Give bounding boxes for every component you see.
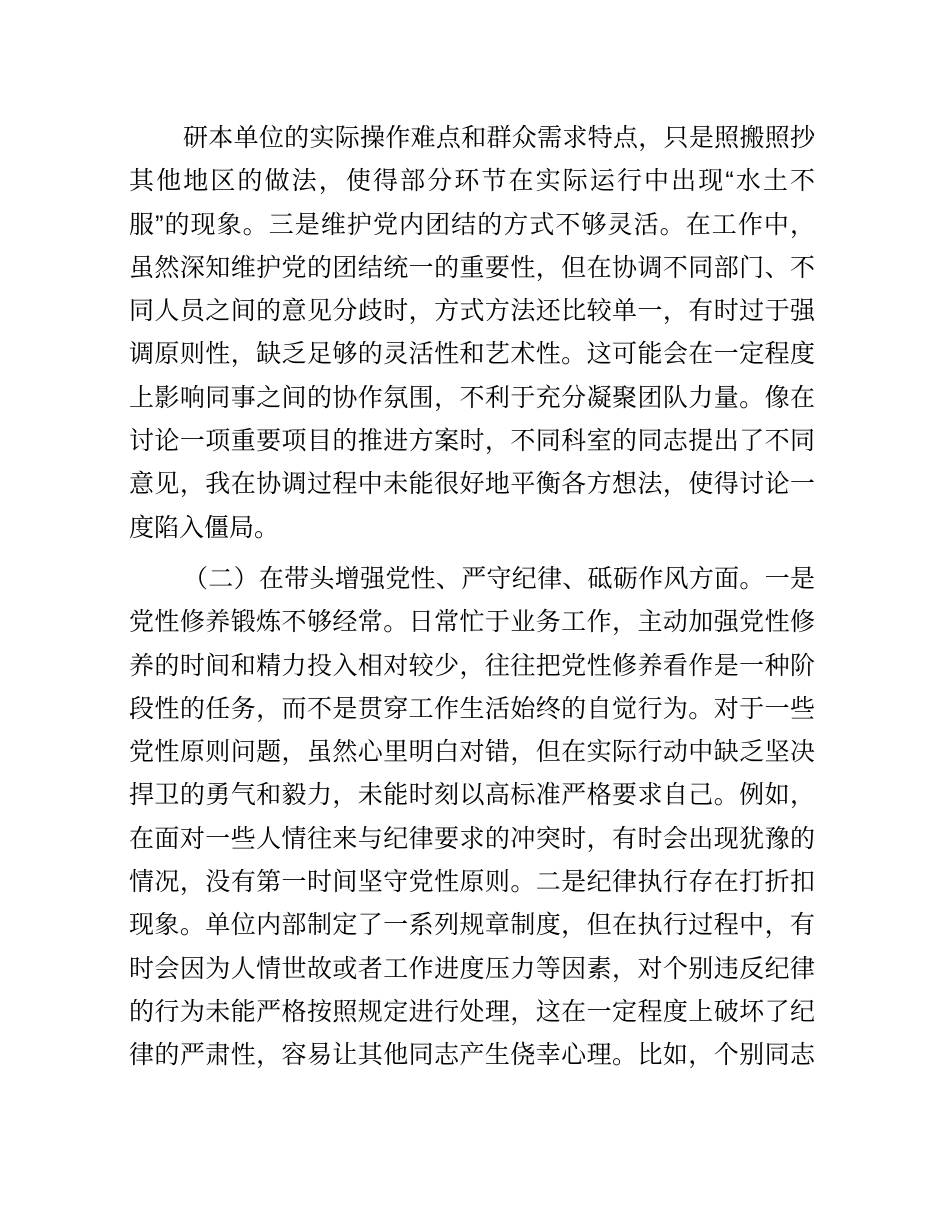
text-line: 时会因为人情世故或者工作进度压力等因素，对个别违反纪律: [129, 954, 815, 983]
text-line: 党性原则问题，虽然心里明白对错，但在实际行动中缺乏坚决: [129, 738, 815, 767]
text-line: 意见，我在协调过程中未能很好地平衡各方想法，使得讨论一: [129, 470, 815, 499]
text-line: 度陷入僵局。: [129, 513, 280, 542]
text-line: 段性的任务，而不是贯穿工作生活始终的自觉行为。对于一些: [129, 694, 815, 723]
text-line: 同人员之间的意见分歧时，方式方法还比较单一，有时过于强: [129, 297, 815, 326]
text-line: 虽然深知维护党的团结统一的重要性，但在协调不同部门、不: [129, 253, 815, 282]
text-line: 现象。单位内部制定了一系列规章制度，但在执行过程中，有: [129, 911, 815, 940]
text-line: 在面对一些人情往来与纪律要求的冲突时，有时会出现犹豫的: [129, 824, 815, 853]
text-line: 研本单位的实际操作难点和群众需求特点，只是照搬照抄: [183, 124, 815, 152]
paragraph: [129, 558, 815, 1078]
text-line: （二）在带头增强党性、严守纪律、砥砺作风方面。一是: [183, 564, 815, 593]
text-line: 其他地区的做法，使得部分环节在实际运行中出现“水土不: [129, 167, 815, 196]
text-line: 调原则性，缺乏足够的灵活性和艺术性。这可能会在一定程度: [129, 340, 815, 369]
text-line: 捍卫的勇气和毅力，未能时刻以高标准严格要求自己。例如，: [129, 781, 815, 810]
text-line: 上影响同事之间的协作氛围，不利于充分凝聚团队力量。像在: [129, 383, 815, 412]
text-line: 情况，没有第一时间坚守党性原则。二是纪律执行存在打折扣: [129, 868, 815, 897]
text-line: 养的时间和精力投入相对较少，往往把党性修养看作是一种阶: [129, 651, 815, 680]
paragraph: [129, 117, 815, 550]
text-line: 讨论一项重要项目的推进方案时，不同科室的同志提出了不同: [129, 427, 815, 456]
text-line: 服”的现象。三是维护党内团结的方式不够灵活。在工作中，: [129, 210, 815, 239]
document-text-block: [129, 117, 815, 1078]
text-line: 的行为未能严格按照规定进行处理，这在一定程度上破坏了纪: [129, 997, 815, 1026]
text-line: 律的严肃性，容易让其他同志产生侥幸心理。比如，个别同志: [129, 1041, 815, 1070]
text-line: 党性修养锻炼不够经常。日常忙于业务工作，主动加强党性修: [129, 608, 815, 637]
